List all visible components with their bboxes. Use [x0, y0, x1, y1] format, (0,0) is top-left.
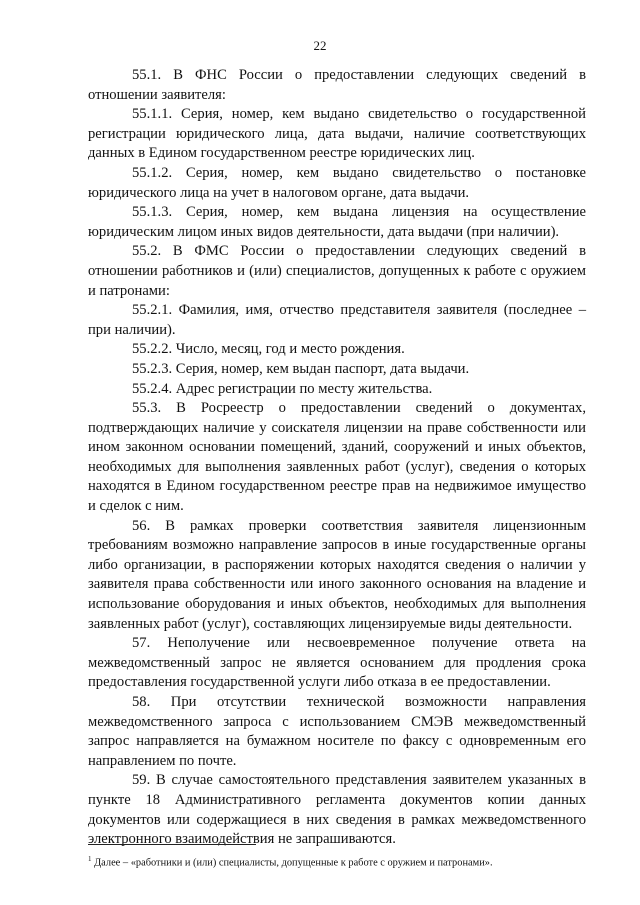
- paragraph-55-1-3: 55.1.3. Серия, номер, кем выдана лицензия на осуществление юридическим лицом иных видов деятельности, дата выдачи (при наличии).: [88, 204, 586, 240]
- document-body: [88, 66, 586, 850]
- footnote-separator: [88, 844, 256, 845]
- paragraph-55-1-1: 55.1.1. Серия, номер, кем выдано свидетельство о государственной регистрации юридического лица, дата выдачи, наличие соответствующих данных в Едином государственном реестре юридических лиц.: [88, 106, 586, 162]
- paragraph-55-2-3: 55.2.3. Серия, номер, кем выдан паспорт, дата выдачи.: [132, 360, 470, 377]
- paragraph-55-2-1: 55.2.1. Фамилия, имя, отчество представителя заявителя (последнее – при наличии).: [88, 302, 586, 338]
- footnote: [88, 852, 586, 870]
- footnote-text: Далее – «работники и (или) специалисты, допущенные к работе с оружием и патронами».: [91, 857, 493, 869]
- page-number: 22: [313, 38, 327, 53]
- paragraph-55-1: 55.1. В ФНС России о предоставлении следующих сведений в отношении заявителя:: [88, 67, 586, 103]
- paragraph-59: 59. В случае самостоятельного представления заявителем указанных в пункте 18 Административного регламента документов копии данных документов или содержащиеся в них сведения в рамках межведомственного электронного взаимодействия не запрашиваются.: [88, 772, 586, 848]
- paragraph-58: 58. При отсутствии технической возможности направления межведомственного запроса с использованием СМЭВ межведомственный запрос направляется на бумажном носителе по факсу с одновременным его направлением по почте.: [88, 694, 586, 769]
- paragraph-55-1-2: 55.1.2. Серия, номер, кем выдано свидетельство о постановке юридического лица на учет в налоговом органе, дата выдачи.: [88, 164, 586, 201]
- paragraph-55-2: 55.2. В ФМС России о предоставлении следующих сведений в отношении работников и (или) специалистов, допущенных к работе с оружием и патронами:: [88, 243, 586, 299]
- paragraph-55-2-2: 55.2.2. Число, месяц, год и место рождения.: [132, 341, 405, 358]
- paragraph-57: 57. Неполучение или несвоевременное получение ответа на межведомственный запрос не является основанием для продления срока предоставления государственной услуги либо отказа в ее предоставлении.: [88, 635, 586, 691]
- paragraph-55-2-4: 55.2.4. Адрес регистрации по месту жительства.: [132, 380, 433, 397]
- footnote-marker: 1: [88, 855, 92, 863]
- paragraph-56: 56. В рамках проверки соответствия заявителя лицензионным требованиям возможно направление запросов в иные государственные органы либо организации, в распоряжении которых находятся сведения о наличии у заявителя права собственности или иного законного основания на владение и использование оборудования и иных объектов, необходимых для выполнения заявленных работ (услуг), составляющих лицензируемые виды деятельности.: [88, 517, 586, 632]
- paragraph-55-3: 55.3. В Росреестр о предоставлении сведений о документах, подтверждающих наличие у соискателя лицензии на праве собственности или ином законном основании помещений, зданий, сооружений и иных объектов, необходимых для выполнения заявленных работ (услуг), сведения о которых находятся в Едином государственном реестре прав на недвижимое имущество и сделок с ним.: [88, 400, 586, 515]
